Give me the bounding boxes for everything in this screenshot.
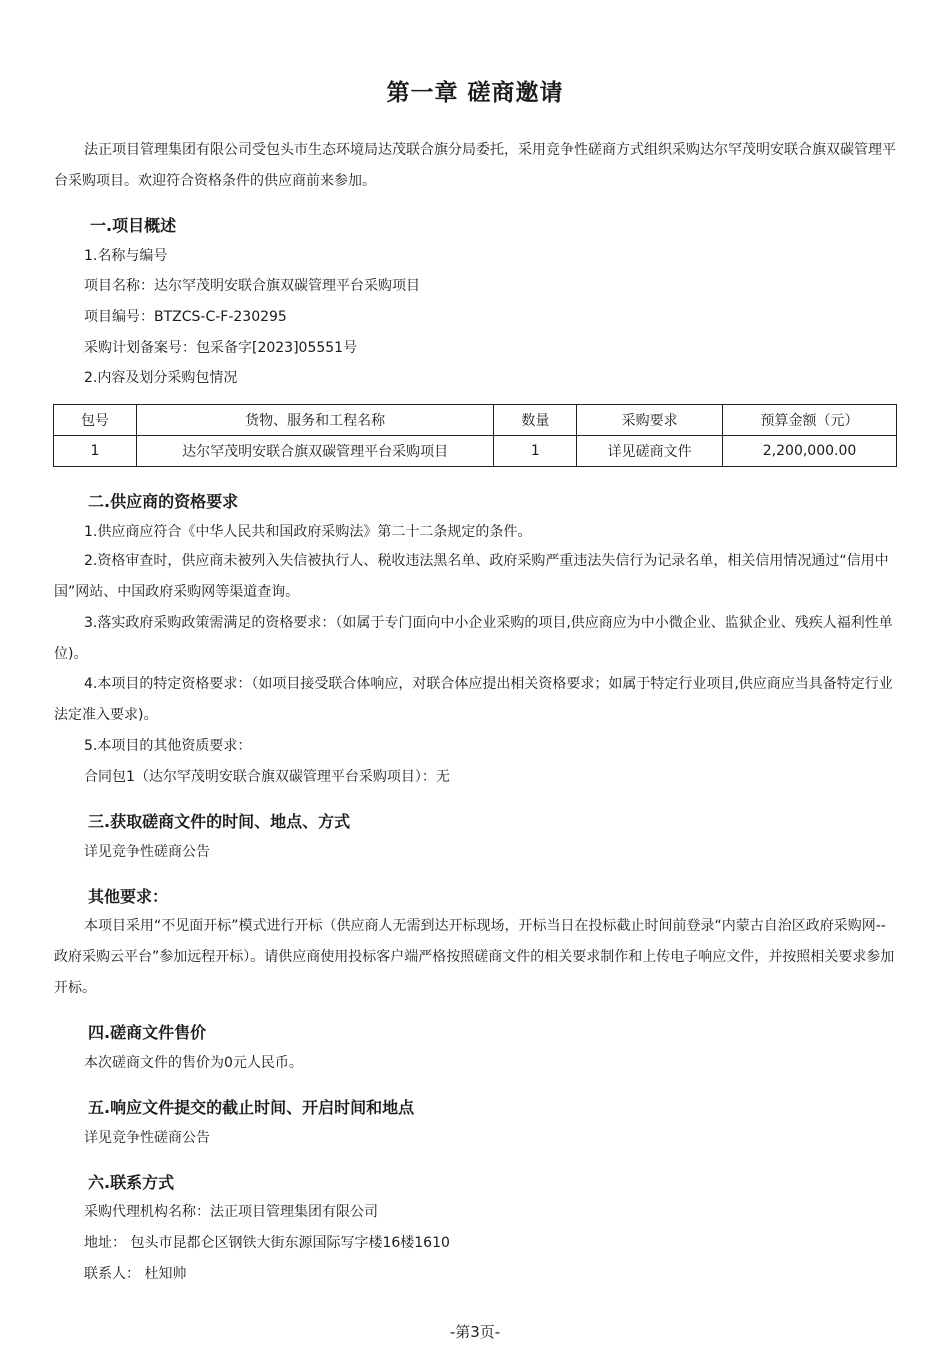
page-number: -第3页- xyxy=(449,1323,501,1341)
project-number: 项目编号：BTZCS-C-F-230295 xyxy=(84,309,287,325)
cell-item-name: 达尔罕茂明安联合旗双碳管理平台采购项目 xyxy=(136,436,494,467)
section6-heading: 六.联系方式 xyxy=(88,1173,175,1192)
agency-name: 采购代理机构名称：法正项目管理集团有限公司 xyxy=(84,1204,378,1220)
section4-heading: 四.磋商文件售价 xyxy=(88,1023,207,1042)
section5-heading: 五.响应文件提交的截止时间、开启时间和地点 xyxy=(88,1098,415,1117)
project-name: 项目名称：达尔罕茂明安联合旗双碳管理平台采购项目 xyxy=(84,278,420,294)
section4-text: 本次磋商文件的售价为0元人民币。 xyxy=(84,1055,303,1071)
qualification-item-5: 5.本项目的其他资质要求： xyxy=(84,738,252,754)
plan-number: 采购计划备案号：包采备字[2023]05551号 xyxy=(84,340,358,356)
section1-sub1: 1.名称与编号 xyxy=(84,248,168,264)
qualification-item-5-detail: 合同包1（达尔罕茂明安联合旗双碳管理平台采购项目）：无 xyxy=(84,769,450,785)
section3-text: 详见竞争性磋商公告 xyxy=(84,844,210,860)
section2-heading: 二.供应商的资格要求 xyxy=(88,492,239,511)
header-package-no: 包号 xyxy=(54,405,137,436)
section1-heading: 一.项目概述 xyxy=(90,216,177,235)
section5-text: 详见竞争性磋商公告 xyxy=(84,1130,210,1146)
agency-address: 地址： 包头市昆都仑区钢铁大街东源国际写字楼16楼1610 xyxy=(84,1235,450,1251)
qualification-item-2: 2.资格审查时，供应商未被列入失信被执行人、税收违法黑名单、政府采购严重违法失信行为记录名单，相关信用情况通过“信用中国”网站、中国政府采购网等渠道查询。 xyxy=(54,553,889,600)
agency-contact: 联系人： 杜知帅 xyxy=(84,1266,187,1282)
qualification-item-4: 4.本项目的特定资格要求：（如项目接受联合体响应，对联合体应提出相关资格要求；如属于特定行业项目,供应商应当具备特定行业法定准入要求)。 xyxy=(54,676,893,723)
table-row xyxy=(54,436,897,467)
cell-budget: 2,200,000.00 xyxy=(723,436,897,467)
intro-paragraph: 法正项目管理集团有限公司受包头市生态环境局达茂联合旗分局委托，采用竞争性磋商方式组织采购达尔罕茂明安联合旗双碳管理平台采购项目。欢迎符合资格条件的供应商前来参加。 xyxy=(54,142,896,189)
page-title: 第一章 磋商邀请 xyxy=(386,80,564,106)
header-quantity: 数量 xyxy=(494,405,577,436)
cell-package-no: 1 xyxy=(54,436,137,467)
package-table xyxy=(53,404,897,467)
header-budget: 预算金额（元） xyxy=(723,405,897,436)
cell-quantity: 1 xyxy=(494,436,577,467)
qualification-item-1: 1.供应商应符合《中华人民共和国政府采购法》第二十二条规定的条件。 xyxy=(84,524,532,540)
other-requirements-heading: 其他要求： xyxy=(88,887,169,906)
header-requirement: 采购要求 xyxy=(577,405,723,436)
table-header-row xyxy=(54,405,897,436)
qualification-item-3: 3.落实政府采购政策需满足的资格要求：（如属于专门面向中小企业采购的项目,供应商应为中小微企业、监狱企业、残疾人福利性单位)。 xyxy=(54,615,893,662)
header-item-name: 货物、服务和工程名称 xyxy=(136,405,494,436)
other-requirements-text: 本项目采用“不见面开标”模式进行开标（供应商人无需到达开标现场，开标当日在投标截止时间前登录“内蒙古自治区政府采购网--政府采购云平台”参加远程开标）。请供应商使用投标客户端严格按照磋商文件的相关要求制作和上传电子响应文件，并按照相关要求参加开标。 xyxy=(54,918,895,996)
section1-sub2: 2.内容及划分采购包情况 xyxy=(84,370,238,386)
cell-requirement: 详见磋商文件 xyxy=(577,436,723,467)
section3-heading: 三.获取磋商文件的时间、地点、方式 xyxy=(88,812,351,831)
